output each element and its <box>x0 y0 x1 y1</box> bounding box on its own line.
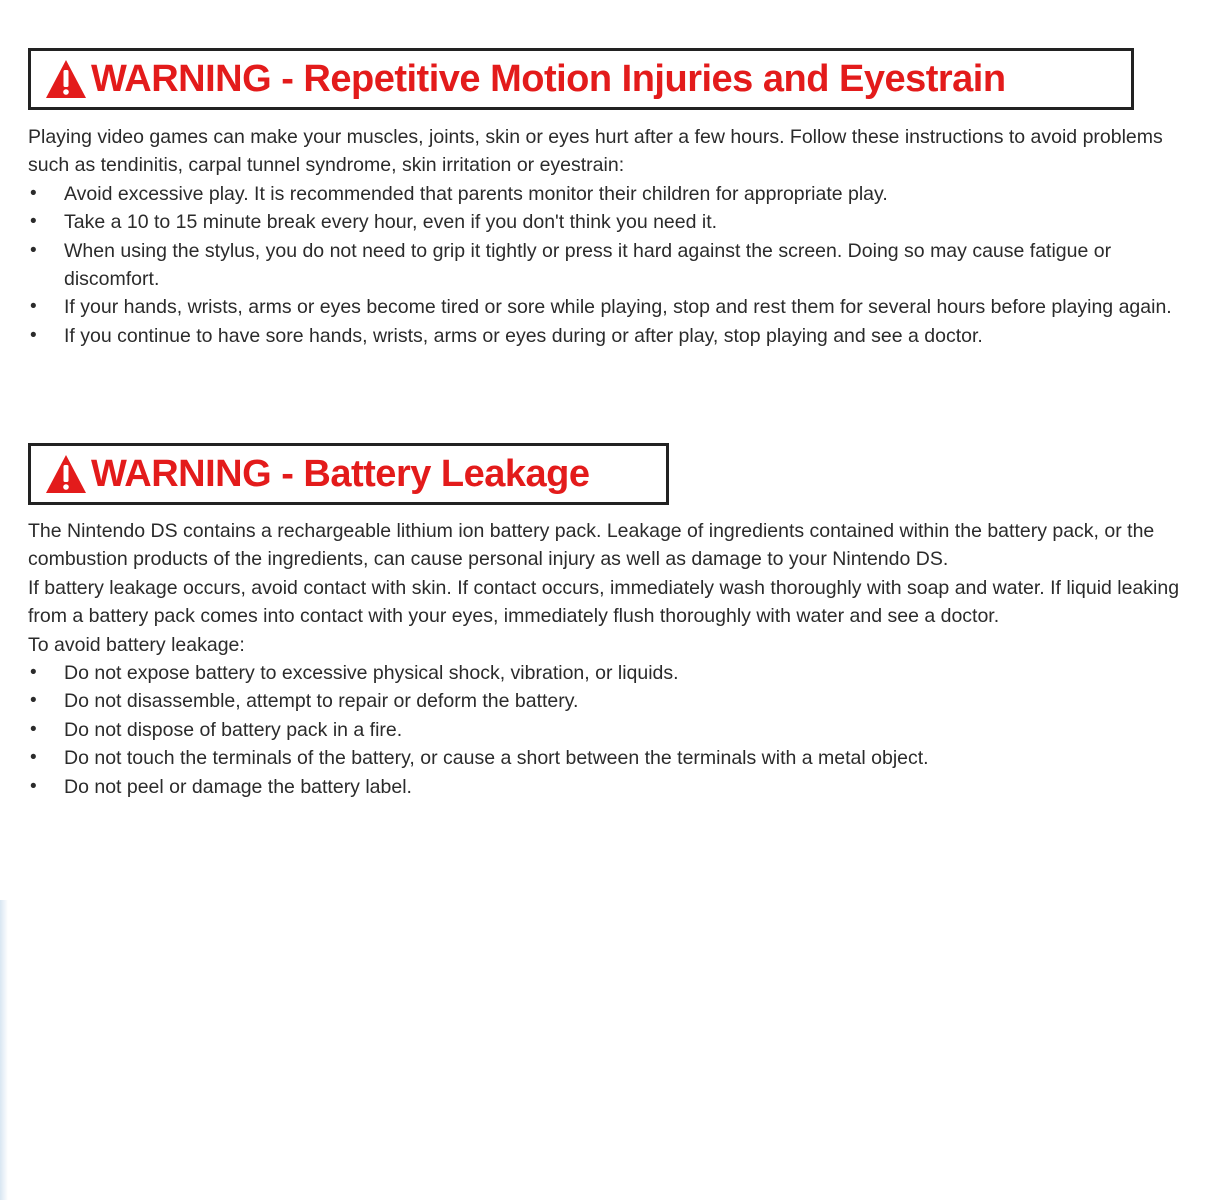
list-item-text: Avoid excessive play. It is recommended that parents monitor their children for appropriate play. <box>64 182 888 205</box>
bullet-icon: • <box>30 239 37 261</box>
bullet-icon: • <box>30 182 37 204</box>
warning-triangle-icon <box>45 59 87 99</box>
battery-leakage-body <box>28 517 1188 801</box>
list-item <box>28 659 1188 687</box>
list-item-text: Do not disassemble, attempt to repair or deform the battery. <box>64 690 579 713</box>
warning-title: WARNING - Repetitive Motion Injuries and Eyestrain <box>91 58 1006 100</box>
list-item <box>28 293 1188 321</box>
bullet-icon: • <box>30 690 37 712</box>
list-item <box>28 687 1188 715</box>
warning-header-battery-leakage <box>28 443 669 505</box>
bullet-icon: • <box>30 718 37 740</box>
repetitive-motion-list <box>28 180 1188 350</box>
battery-paragraph-1: The Nintendo DS contains a rechargeable lithium ion battery pack. Leakage of ingredients contained within the battery pack, or the combustion products of the ingredients, can cause personal injury as well as damage to your Nintendo DS. <box>28 520 1155 571</box>
list-item <box>28 180 1188 208</box>
list-item-text: If your hands, wrists, arms or eyes become tired or sore while playing, stop and rest them for several hours before playing again. <box>64 296 1172 319</box>
warning-title: WARNING - Battery Leakage <box>91 453 590 495</box>
list-item-text: Do not touch the terminals of the battery, or cause a short between the terminals with a metal object. <box>64 747 929 770</box>
repetitive-motion-body <box>28 123 1188 350</box>
battery-list-lead: To avoid battery leakage: <box>28 633 245 656</box>
bullet-icon: • <box>30 775 37 797</box>
warning-header-repetitive-motion <box>28 48 1134 110</box>
battery-leakage-list <box>28 659 1188 801</box>
page-edge-shadow <box>0 900 8 1200</box>
warning-triangle-icon <box>45 454 87 494</box>
bullet-icon: • <box>30 747 37 769</box>
list-item <box>28 716 1188 744</box>
list-item-text: Take a 10 to 15 minute break every hour, even if you don't think you need it. <box>64 211 718 234</box>
list-item-text: When using the stylus, you do not need to grip it tightly or press it hard against the screen. Doing so may cause fatigue or discomfort. <box>64 239 1112 291</box>
bullet-icon: • <box>30 296 37 318</box>
list-item <box>28 208 1188 236</box>
battery-paragraph-2: If battery leakage occurs, avoid contact with skin. If contact occurs, immediately wash thoroughly with soap and water. If liquid leaking from a battery pack comes into contact with your eyes, immediately flush thoroughly with water and see a doctor. <box>28 576 1180 628</box>
bullet-icon: • <box>30 211 37 233</box>
intro-paragraph: Playing video games can make your muscles, joints, skin or eyes hurt after a few hours. Follow these instructions to avoid problems such as tendinitis, carpal tunnel syndrome, skin irritation or eyestrain: <box>28 126 1163 177</box>
list-item-text: Do not peel or damage the battery label. <box>64 775 412 798</box>
list-item-text: Do not dispose of battery pack in a fire. <box>64 718 403 741</box>
bullet-icon: • <box>30 324 37 346</box>
list-item <box>28 744 1188 772</box>
bullet-icon: • <box>30 662 37 684</box>
list-item-text: If you continue to have sore hands, wrists, arms or eyes during or after play, stop playing and see a doctor. <box>64 324 983 347</box>
list-item <box>28 237 1188 294</box>
list-item-text: Do not expose battery to excessive physical shock, vibration, or liquids. <box>64 662 679 685</box>
list-item <box>28 322 1188 350</box>
list-item <box>28 773 1188 801</box>
